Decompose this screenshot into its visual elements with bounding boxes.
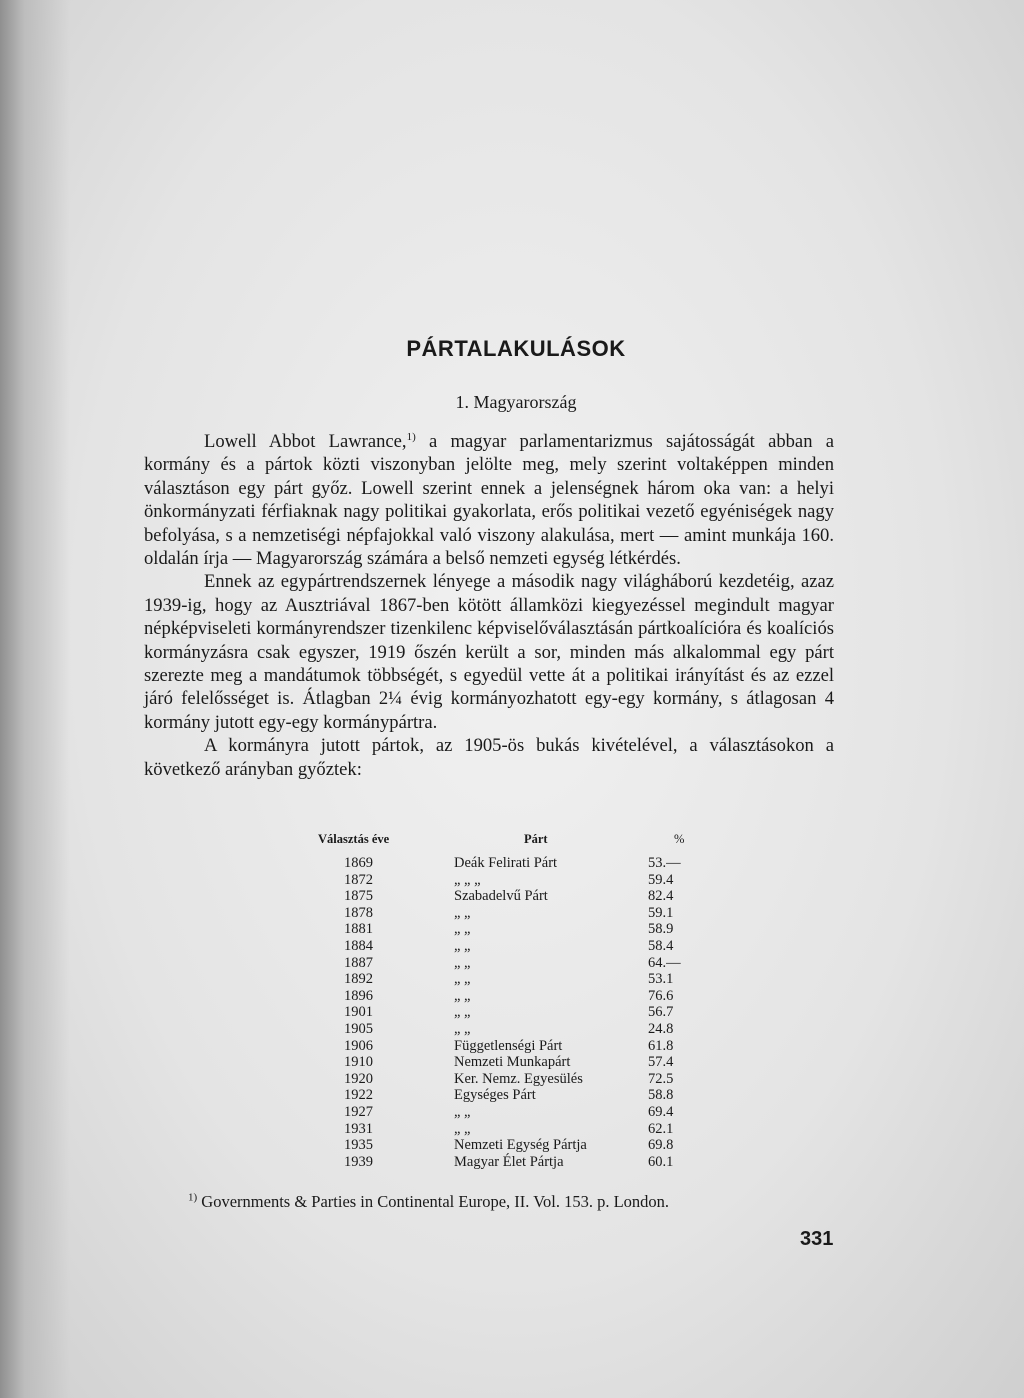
cell-percent: 57.4 <box>648 1054 674 1071</box>
cell-party: Ker. Nemz. Egyesülés <box>454 1070 583 1087</box>
cell-percent: 69.8 <box>648 1137 674 1154</box>
page-title: PÁRTALAKULÁSOK <box>406 336 626 361</box>
paragraph-1-rest: a magyar parlamentarizmus sajátosságát abban a kormány és a pártok közti viszonyban jelölte meg, mely szerint voltaképpen minden választáson egy párt győz. Lowell szerint ennek a jelenségnek három oka van: a helyi önkormányzati férfiaknak nagy politikai gyakorlata, erős politikai vezető egyéniségek nagy befolyása, s a nemzetiségi népfajokkal való viszony alakulása, mert — amint munkája 160. oldalán írja — Magyarország számára a belső nemzeti egység létkérdés. <box>144 431 835 570</box>
table-body <box>300 855 718 1170</box>
table-row <box>300 988 718 1005</box>
table-row <box>300 938 718 955</box>
cell-year: 1884 <box>344 937 373 954</box>
section-heading: 1. Magyarország <box>455 392 577 412</box>
paragraph-1 <box>144 430 834 570</box>
cell-party: „ „ <box>454 1103 471 1120</box>
cell-year: 1931 <box>344 1120 373 1137</box>
cell-year: 1935 <box>344 1137 373 1154</box>
cell-percent: 76.6 <box>648 987 674 1004</box>
footnote-reference: 1) <box>406 430 416 443</box>
table-row <box>300 1021 718 1038</box>
table-row <box>300 1104 718 1121</box>
cell-year: 1905 <box>344 1020 373 1037</box>
table-header-row <box>300 832 718 855</box>
cell-party: „ „ „ <box>454 871 481 888</box>
header-percent: % <box>674 832 685 846</box>
cell-percent: 59.1 <box>648 904 674 921</box>
paragraph-2: Ennek az egypártrendszernek lényege a második nagy világháború kezdetéig, azaz 1939-ig, hogy az Ausztriával 1867-ben kötött államközi kiegyezéssel megindult magyar népképviseleti kormányrendszer tizenkilenc képviselőválasztásán pártkoalícióra és koalíciós kormányzásra csak egyszer, 1919 őszén került a sor, minden más alkalommal egy párt szerezte meg a mandátumok többségét, s egyedül vette át a politikai irányítást és az ezzel járó felelősséget is. Átlagban 2¼ évig kormányozhatott egy-egy kormány, s átlagosan 4 kormány jutott egy-egy kormánypártra. <box>144 571 834 733</box>
cell-year: 1878 <box>344 904 373 921</box>
cell-party: Szabadelvű Párt <box>454 888 548 905</box>
table-row <box>300 1154 718 1171</box>
table-row <box>300 1054 718 1071</box>
cell-percent: 58.8 <box>648 1087 674 1104</box>
cell-year: 1872 <box>344 871 373 888</box>
cell-percent: 53.— <box>648 855 681 871</box>
table-row <box>300 888 718 905</box>
election-results-table <box>300 832 718 1170</box>
cell-percent: 64.— <box>648 954 681 971</box>
page-number: 331 <box>800 1228 834 1250</box>
cell-year: 1901 <box>344 1004 373 1021</box>
cell-year: 1939 <box>344 1153 373 1170</box>
cell-year: 1892 <box>344 971 373 988</box>
cell-percent: 60.1 <box>648 1153 674 1170</box>
cell-year: 1920 <box>344 1070 373 1087</box>
cell-party: „ „ <box>454 937 471 954</box>
table-row <box>300 955 718 972</box>
paragraph-1-start: Lowell Abbot Lawrance, <box>204 431 407 452</box>
cell-percent: 61.8 <box>648 1037 674 1054</box>
header-year: Választás éve <box>318 832 390 846</box>
cell-percent: 72.5 <box>648 1070 674 1087</box>
cell-party: „ „ <box>454 904 471 921</box>
cell-year: 1869 <box>344 855 373 871</box>
cell-percent: 82.4 <box>648 888 674 905</box>
cell-percent: 62.1 <box>648 1120 674 1137</box>
cell-percent: 56.7 <box>648 1004 674 1021</box>
table-row <box>300 1087 718 1104</box>
table-row <box>300 855 718 872</box>
cell-party: Nemzeti Egység Pártja <box>454 1137 587 1154</box>
footnote-mark: 1) <box>188 1191 198 1204</box>
cell-party: „ „ <box>454 971 471 988</box>
cell-year: 1887 <box>344 954 373 971</box>
header-party: Párt <box>524 832 548 846</box>
footnote-text: Governments & Parties in Continental Europe, II. Vol. 153. p. London. <box>201 1192 670 1211</box>
footnote <box>188 1192 669 1212</box>
cell-party: Deák Felirati Párt <box>454 855 558 871</box>
table-row <box>300 872 718 889</box>
cell-percent: 59.4 <box>648 871 674 888</box>
cell-year: 1881 <box>344 921 373 938</box>
table-row <box>300 1071 718 1088</box>
cell-party: Nemzeti Munkapárt <box>454 1054 571 1071</box>
cell-percent: 69.4 <box>648 1103 674 1120</box>
cell-percent: 53.1 <box>648 971 674 988</box>
cell-percent: 58.4 <box>648 937 674 954</box>
table-row <box>300 905 718 922</box>
cell-party: „ „ <box>454 1020 471 1037</box>
cell-party: Függetlenségi Párt <box>454 1037 563 1054</box>
cell-percent: 24.8 <box>648 1020 674 1037</box>
table-row <box>300 921 718 938</box>
cell-party: „ „ <box>454 1120 471 1137</box>
cell-percent: 58.9 <box>648 921 674 938</box>
cell-year: 1875 <box>344 888 373 905</box>
table-row <box>300 971 718 988</box>
table-row <box>300 1137 718 1154</box>
cell-party: „ „ <box>454 954 471 971</box>
table-row <box>300 1038 718 1055</box>
cell-year: 1896 <box>344 987 373 1004</box>
cell-year: 1927 <box>344 1103 373 1120</box>
table-row <box>300 1121 718 1138</box>
cell-year: 1910 <box>344 1054 373 1071</box>
paragraph-3: A kormányra jutott pártok, az 1905-ös bukás kivételével, a választásokon a következő arányban győztek: <box>144 735 834 780</box>
cell-party: „ „ <box>454 1004 471 1021</box>
cell-party: „ „ <box>454 987 471 1004</box>
cell-year: 1906 <box>344 1037 373 1054</box>
body-text <box>144 430 834 781</box>
cell-party: Magyar Élet Pártja <box>454 1153 564 1170</box>
cell-party: Egységes Párt <box>454 1087 536 1104</box>
table-row <box>300 1004 718 1021</box>
cell-year: 1922 <box>344 1087 373 1104</box>
cell-party: „ „ <box>454 921 471 938</box>
